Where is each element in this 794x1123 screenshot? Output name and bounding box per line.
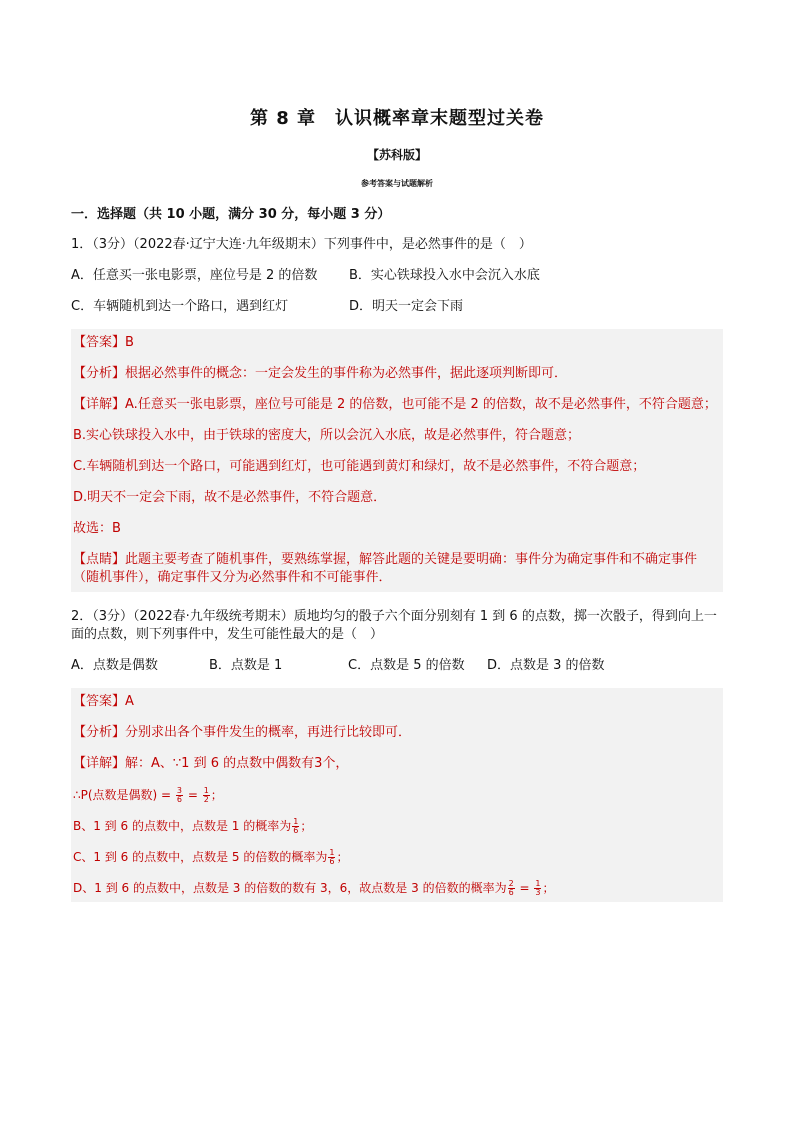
line-end: ； [336,850,349,864]
question-2-analysis [73,724,721,742]
detail-text: D、1 到 6 的点数中，点数是 3 的倍数的数有 3，6，故点数是 3 的倍数的概率为 [73,881,507,895]
comment-text: 此题主要考查了随机事件，要熟练掌握，解答此题的关键是要明确：事件分为确定事件和不确定事件（随机事件），确定事件又分为必然事件和不可能事件． [73,552,698,585]
question-1-detail-b: B.实心铁球投入水中，由于铁球的密度大，所以会沉入水底，故是必然事件，符合题意； [73,428,581,443]
detail-text: C、1 到 6 的点数中，点数是 5 的倍数的概率为 [73,850,328,864]
question-1-detail-d: D.明天不一定会下雨，故不是必然事件，不符合题意． [73,490,387,505]
analysis-text: 分别求出各个事件发生的概率，再进行比较即可． [125,725,412,740]
probability-expression: ∴P(点数是偶数) = [73,788,175,802]
detail-label: 【详解】 [73,756,126,771]
analysis-label: 【分析】 [73,725,126,740]
question-2-detail-c [73,848,721,866]
question-2-answer [73,693,721,711]
question-1-choice: 故选：B [73,521,121,536]
analysis-label: 【分析】 [73,366,126,381]
answer-label: 【答案】 [73,335,126,350]
spacer [71,592,723,608]
fraction [292,818,299,835]
fraction-numerator: 1 [535,879,541,888]
question-2-stem: 2．（3分）（2022春·九年级统考期末）质地均匀的骰子六个面分别刻有 1 到 6 的点数，掷一次骰子，得到向上一面的点数，则下列事件中，发生可能性最大的是（ ） [71,609,717,642]
fraction-denominator: 6 [508,888,514,897]
detail-text: A.任意买一张电影票，座位号可能是 2 的倍数，也可能不是 2 的倍数，故不是必然事件，不符合题意； [125,397,717,412]
question-1-option-a: A．任意买一张电影票，座位号是 2 的倍数 [71,268,318,283]
question-2-option-c: C．点数是 5 的倍数 [348,658,465,673]
fraction [508,880,515,897]
fraction-denominator: 3 [535,888,541,897]
document-title: 第 8 章 认识概率章末题型过关卷 [249,108,545,129]
question-1-options-row-2 [71,298,723,316]
fraction [328,849,335,866]
answer-value: A [125,694,134,709]
question-2-options-row [71,657,723,675]
analysis-text: 根据必然事件的概念：一定会发生的事件称为必然事件，据此逐项判断即可． [125,366,568,381]
question-2-option-d: D．点数是 3 的倍数 [487,658,605,673]
question-1-option-c: C．车辆随机到达一个路口，遇到红灯 [71,299,289,314]
fraction-denominator: 6 [176,795,183,804]
question-2-option-b: B．点数是 1 [209,658,283,673]
question-2-detail-1 [73,755,721,773]
question-1-analysis [73,365,721,383]
equals-sign: = [515,881,534,895]
fraction-numerator: 1 [329,848,335,857]
comment-label: 【点睛】 [73,552,126,567]
content-body [71,206,723,902]
question-1-options-row-1 [71,267,723,285]
line-end: ； [210,788,223,802]
edition-label: 【苏科版】 [366,148,427,162]
question-1-answer [73,334,721,352]
answer-value: B [125,335,134,350]
fraction-numerator: 2 [508,879,514,888]
question-2-detail-b [73,817,721,835]
fraction-numerator: 1 [203,786,209,795]
question-1-stem: 1．（3分）（2022春·辽宁大连·九年级期末）下列事件中，是必然事件的是（ ） [71,237,532,252]
question-1-option-b: B．实心铁球投入水中会沉入水底 [349,268,540,283]
answer-label: 【答案】 [73,694,126,709]
question-2-option-a: A．点数是偶数 [71,658,158,673]
detail-text: 解：A、∵1 到 6 的点数中偶数有3个， [125,756,349,771]
detail-label: 【详解】 [73,397,126,412]
fraction-numerator: 1 [293,817,299,826]
question-2-detail-d [73,879,721,897]
fraction [176,787,183,804]
question-1-comment [73,551,721,587]
answer-caption: 参考答案与试题解析 [361,179,433,188]
fraction [203,787,210,804]
fraction-denominator: 2 [203,795,209,804]
line-end: ； [300,819,313,833]
question-2-detail-2 [73,786,721,804]
question-1-detail-a [73,396,721,414]
detail-text: B、1 到 6 的点数中，点数是 1 的概率为 [73,819,292,833]
question-2-solution-block [71,688,723,902]
question-1-solution-block [71,329,723,592]
equals-sign: = [184,788,202,802]
fraction [534,880,541,897]
fraction-denominator: 6 [329,857,335,866]
section-heading: 一．选择题（共 10 小题，满分 30 分，每小题 3 分） [71,207,391,222]
line-end: ； [542,881,555,895]
fraction-denominator: 6 [293,826,299,835]
question-1-option-d: D．明天一定会下雨 [349,299,464,314]
question-1-detail-c: C.车辆随机到达一个路口，可能遇到红灯，也可能遇到黄灯和绿灯，故不是必然事件，不符合题意； [73,459,646,474]
fraction-numerator: 3 [176,786,183,795]
